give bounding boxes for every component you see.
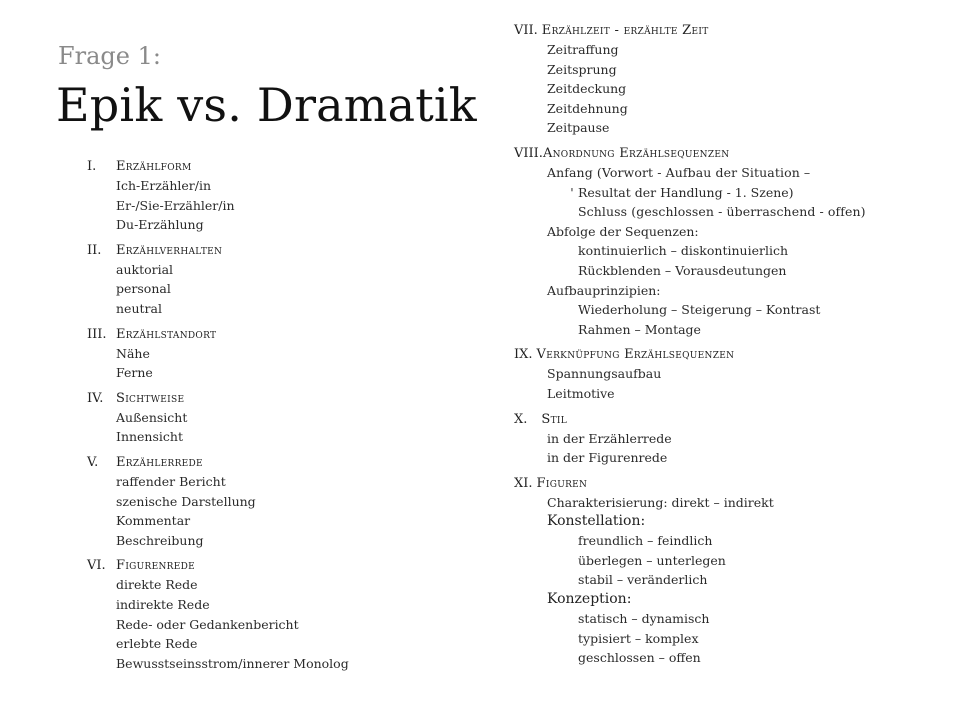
list-item: Wiederholung – Steigerung – Kontrast [578,302,821,318]
list-item: Nähe [116,345,150,361]
list-item: neutral [116,300,162,316]
list-item: Er-/Sie-Erzähler/in [116,197,235,213]
list-item: Schluss (geschlossen - überraschend - offen) [578,204,866,220]
list-item: indirekte Rede [116,596,210,612]
section-stil [514,411,914,468]
list-item: in der Figurenrede [547,450,668,466]
list-item: raffender Bericht [116,473,226,489]
section-title: Verknüpfung Erzählsequenzen [536,347,735,363]
subsection-title: Konzeption: [547,591,632,608]
list-item: freundlich – feindlich [578,533,713,549]
section-title: Erzählstandort [116,326,217,342]
list-item: Innensicht [116,429,183,445]
section-number: VII. [514,23,538,38]
section-title: Figurenrede [116,558,196,574]
section-number: VI. [87,558,106,574]
section-figuren [514,475,914,668]
section-erzaehlzeit [514,22,914,138]
right-outline [514,22,914,675]
left-outline [87,158,387,680]
list-item: Anfang (Vorwort - Aufbau der Situation – [547,164,811,180]
slide-kicker: Frage 1: [58,42,161,70]
list-item: kontinuierlich – diskontinuierlich [578,243,788,259]
section-title: Erzählverhalten [116,242,223,258]
section-sichtweise [87,390,387,447]
list-item: Abfolge der Sequenzen: [547,223,699,239]
list-item: szenische Darstellung [116,493,256,509]
section-number: VIII. [514,145,543,161]
list-item: in der Erzählerrede [547,430,672,446]
section-title: Figuren [536,475,588,491]
list-item: Zeitdeckung [547,81,627,97]
section-title: Erzählform [116,159,192,174]
list-item: Rückblenden – Vorausdeutungen [578,262,787,278]
list-item: erlebte Rede [116,636,198,652]
list-item: geschlossen – offen [578,650,701,666]
list-item: Kommentar [116,513,191,529]
section-title: Stil [541,411,568,427]
list-item: auktorial [116,261,174,277]
list-item: Spannungsaufbau [547,366,662,382]
list-item: direkte Rede [116,577,198,593]
section-title: Erzählerrede [116,454,203,470]
list-item: Du-Erzählung [116,217,204,233]
section-erzaehlverhalten [87,242,387,319]
section-anordnung [514,145,914,339]
section-erzaehlerrede [87,454,387,550]
list-item: Zeitsprung [547,61,617,77]
list-item: Ferne [116,365,153,381]
list-item: Bewusstseinsstrom/innerer Monolog [116,655,349,671]
list-item: Beschreibung [116,532,204,548]
section-title: Anordnung Erzählsequenzen [542,145,730,161]
subsection-title: Konstellation: [547,513,646,530]
list-item: Außensicht [116,409,188,425]
bullet-mark: ' [570,184,574,200]
list-item: typisiert – komplex [578,630,699,646]
list-item: Rede- oder Gedankenbericht [116,616,299,632]
section-verknuepfung [514,346,914,403]
section-title: Erzählzeit - erzählte Zeit [541,23,709,38]
section-number: II. [87,242,102,258]
section-erzaehlstandort [87,326,387,383]
list-item: personal [116,281,171,297]
section-number: XI. [514,475,533,491]
list-item: Charakterisierung: direkt – indirekt [547,494,774,510]
list-item [514,183,914,203]
list-item: statisch – dynamisch [578,611,710,627]
list-item: Ich-Erzähler/in [116,178,212,193]
list-item-text: Resultat der Handlung - 1. Szene) [578,184,794,200]
list-item: überlegen – unterlegen [578,552,726,568]
section-number: I. [87,159,97,174]
section-figurenrede [87,557,387,673]
section-title: Sichtweise [116,390,185,406]
section-number: X. [514,411,528,427]
section-erzaehlform [87,158,387,235]
list-item: Zeitpause [547,120,610,136]
section-number: III. [87,326,107,342]
list-item: Rahmen – Montage [578,321,701,337]
list-item: Zeitdehnung [547,100,628,116]
list-item: Leitmotive [547,385,615,401]
slide-title: Epik vs. Dramatik [56,78,477,132]
section-number: IV. [87,390,104,406]
list-item: stabil – veränderlich [578,572,708,588]
section-number: V. [87,454,99,470]
section-number: IX. [514,347,533,363]
list-item: Zeitraffung [547,42,619,57]
list-item: Aufbauprinzipien: [547,282,661,298]
